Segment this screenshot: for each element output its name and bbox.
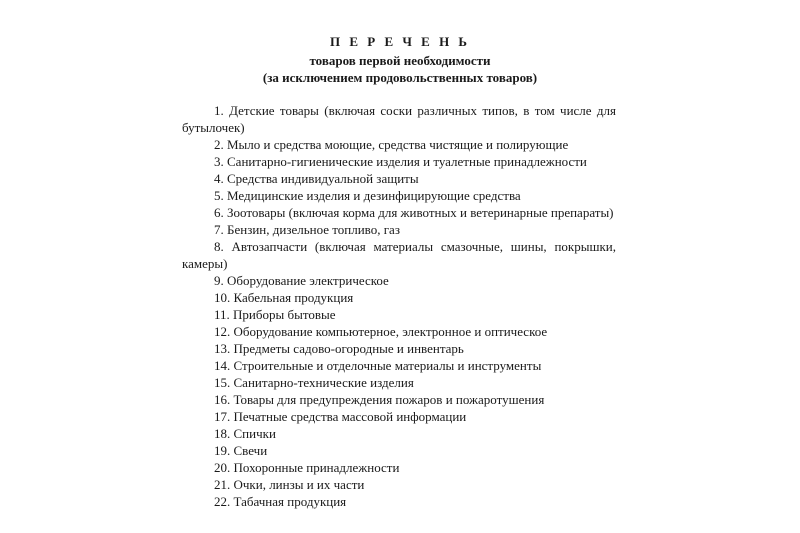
list-item-text: Печатные средства массовой информации bbox=[233, 409, 467, 424]
list-item-number: 12. bbox=[214, 324, 231, 339]
list-item-text: Детские товары (включая соски различных типов, в том числе для бутылочек) bbox=[182, 103, 617, 135]
list-item bbox=[182, 306, 616, 323]
list-item bbox=[182, 221, 616, 238]
list-item-number: 8. bbox=[214, 239, 224, 254]
list-item-text: Зоотовары (включая корма для животных и ветеринарные препараты) bbox=[227, 205, 614, 220]
list-item-number: 20. bbox=[214, 460, 231, 475]
list-item-number: 18. bbox=[214, 426, 231, 441]
list-item bbox=[182, 476, 616, 493]
list-item-text: Санитарно-гигиенические изделия и туалетные принадлежности bbox=[227, 154, 587, 169]
list-item-text: Мыло и средства моющие, средства чистящие и полирующие bbox=[227, 137, 569, 152]
list-item-text: Медицинские изделия и дезинфицирующие средства bbox=[227, 188, 521, 203]
list-item-text: Предметы садово-огородные и инвентарь bbox=[233, 341, 464, 356]
list-item-text: Автозапчасти (включая материалы смазочные, шины, покрышки, камеры) bbox=[182, 239, 616, 271]
list-item bbox=[182, 442, 616, 459]
list-item-text: Оборудование компьютерное, электронное и оптическое bbox=[233, 324, 548, 339]
list-item-number: 13. bbox=[214, 341, 231, 356]
document-subtitle-line1: товаров первой необходимости bbox=[309, 53, 491, 68]
list-item bbox=[182, 408, 616, 425]
list-item-number: 5. bbox=[214, 188, 224, 203]
list-item-number: 14. bbox=[214, 358, 231, 373]
list-item-number: 16. bbox=[214, 392, 231, 407]
list-item bbox=[182, 391, 616, 408]
list-item-number: 17. bbox=[214, 409, 231, 424]
list-item bbox=[182, 357, 616, 374]
list-item bbox=[182, 493, 616, 510]
document-title: П Е Р Е Ч Е Н Ь bbox=[329, 34, 471, 49]
list-item bbox=[182, 289, 616, 306]
list-item bbox=[182, 272, 616, 289]
list-item-text: Приборы бытовые bbox=[233, 307, 336, 322]
goods-list bbox=[182, 102, 616, 510]
list-item bbox=[182, 340, 616, 357]
list-item bbox=[182, 425, 616, 442]
list-item-number: 3. bbox=[214, 154, 224, 169]
list-item bbox=[182, 170, 616, 187]
list-item-text: Очки, линзы и их части bbox=[233, 477, 365, 492]
list-item bbox=[182, 323, 616, 340]
list-item bbox=[182, 187, 616, 204]
list-item bbox=[182, 153, 616, 170]
list-item-number: 1. bbox=[214, 103, 224, 118]
list-item-number: 4. bbox=[214, 171, 224, 186]
list-item-text: Спички bbox=[233, 426, 276, 441]
list-item-number: 15. bbox=[214, 375, 231, 390]
list-item bbox=[182, 459, 616, 476]
list-item-number: 7. bbox=[214, 222, 224, 237]
list-item-text: Свечи bbox=[233, 443, 268, 458]
list-item bbox=[182, 102, 616, 136]
list-item-text: Оборудование электрическое bbox=[227, 273, 389, 288]
list-item-number: 22. bbox=[214, 494, 231, 509]
list-item-number: 2. bbox=[214, 137, 224, 152]
list-item-number: 6. bbox=[214, 205, 224, 220]
list-item-text: Товары для предупреждения пожаров и пожаротушения bbox=[233, 392, 545, 407]
list-item bbox=[182, 204, 616, 221]
list-item-text: Средства индивидуальной защиты bbox=[227, 171, 419, 186]
list-item-number: 21. bbox=[214, 477, 231, 492]
list-item bbox=[182, 374, 616, 391]
list-item-text: Бензин, дизельное топливо, газ bbox=[227, 222, 400, 237]
list-item bbox=[182, 136, 616, 153]
list-item-text: Кабельная продукция bbox=[233, 290, 354, 305]
document-subtitle-line2: (за исключением продовольственных товаров) bbox=[262, 70, 538, 85]
list-item-text: Похоронные принадлежности bbox=[233, 460, 400, 475]
list-item bbox=[182, 238, 616, 272]
list-item-number: 9. bbox=[214, 273, 224, 288]
list-item-text: Санитарно-технические изделия bbox=[233, 375, 414, 390]
list-item-number: 11. bbox=[214, 307, 230, 322]
list-item-number: 10. bbox=[214, 290, 231, 305]
list-item-number: 19. bbox=[214, 443, 231, 458]
list-item-text: Табачная продукция bbox=[233, 494, 347, 509]
list-item-text: Строительные и отделочные материалы и инструменты bbox=[233, 358, 542, 373]
